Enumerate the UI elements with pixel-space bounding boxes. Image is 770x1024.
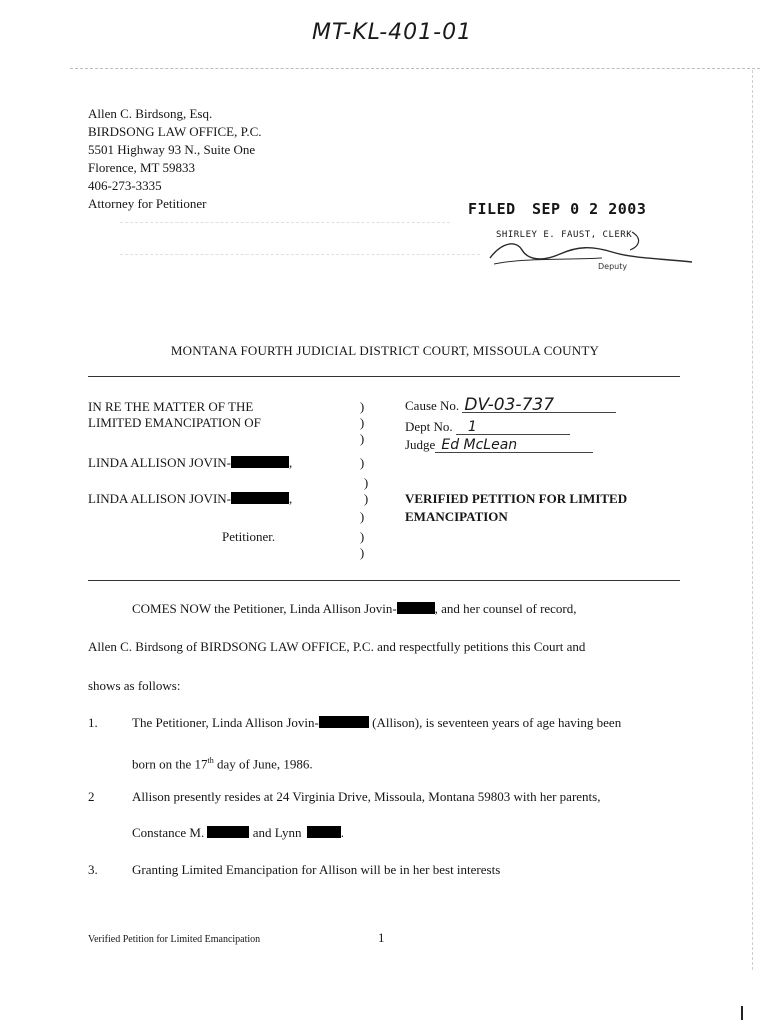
judge-value: Ed McLean [435, 438, 593, 453]
party-name-a-text: LINDA ALLISON JOVIN- [88, 455, 231, 470]
party-name-b-text: LINDA ALLISON JOVIN- [88, 491, 231, 506]
caption-paren: ) [363, 475, 369, 490]
petitioner-label: Petitioner. [222, 529, 276, 544]
law-office-name: BIRDSONG LAW OFFICE, P.C. [88, 124, 262, 139]
caption-top-rule [88, 376, 680, 377]
item-1-text-c-sup: th [207, 756, 214, 765]
intro-line-3: shows as follows: [88, 678, 181, 693]
item-3-number: 3. [88, 862, 98, 877]
caption-paren: ) [359, 509, 365, 524]
clerk-name: SHIRLEY E. FAUST, CLERK [496, 230, 633, 240]
item-1-number: 1. [88, 715, 98, 730]
attorney-block [88, 105, 388, 213]
attorney-name: Allen C. Birdsong, Esq. [88, 106, 213, 121]
redaction-box [231, 456, 289, 468]
attorney-role: Attorney for Petitioner [88, 196, 207, 211]
item-2-line-1: Allison presently resides at 24 Virginia Drive, Missoula, Montana 59803 with her parents, [132, 789, 601, 804]
filed-label: FILED [468, 200, 516, 218]
judge-label: Judge [405, 437, 436, 452]
item-1-line-2 [132, 754, 313, 771]
caption-paren: ) [363, 491, 369, 506]
intro-line-1b: , and her counsel of record, [434, 601, 577, 616]
phone-number: 406-273-3335 [88, 178, 162, 193]
in-re-line-1: IN RE THE MATTER OF THE [88, 399, 254, 414]
document-title-line-1: VERIFIED PETITION FOR LIMITED [405, 491, 628, 506]
intro-line-1a: COMES NOW the Petitioner, Linda Allison Jovin- [132, 601, 397, 616]
caption-paren: ) [359, 529, 365, 544]
cause-number-value: DV-03-737 [462, 398, 616, 413]
judge-row [405, 438, 593, 453]
intro-line-2: Allen C. Birdsong of BIRDSONG LAW OFFICE, P.C. and respectfully petitions this Court and [88, 639, 586, 654]
item-1-text-c-pre: born on the 17 [132, 756, 208, 772]
filed-stamp [468, 200, 708, 218]
caption-paren: ) [359, 455, 365, 470]
party-name-a [88, 456, 292, 470]
dept-number-label: Dept No. [405, 419, 453, 434]
scan-rule-mid-1 [120, 222, 450, 223]
item-3-line-1: Granting Limited Emancipation for Allison will be in her best interests [132, 862, 501, 877]
item-1-text-b: (Allison), is seventeen years of age having been [368, 715, 622, 730]
clerk-signature-icon [482, 228, 702, 276]
caption-paren: ) [359, 431, 365, 446]
address-street: 5501 Highway 93 N., Suite One [88, 142, 256, 157]
item-1-text-c-post: day of June, 1986. [213, 756, 313, 772]
redaction-box [307, 826, 341, 838]
handwritten-file-number: MT-KL-401-01 [312, 20, 473, 45]
scan-rule-top [70, 68, 760, 69]
filed-date: SEP 0 2 2003 [531, 200, 647, 218]
party-name-a-suffix: , [289, 455, 293, 470]
caption-bottom-rule [88, 580, 680, 581]
item-2-text-d: . [340, 825, 344, 840]
footer-page-number: 1 [378, 930, 385, 945]
redaction-box [397, 602, 435, 614]
item-2-line-2 [132, 826, 344, 840]
item-2-text-c: and Lynn [249, 825, 305, 840]
caption-paren: ) [359, 399, 365, 414]
scan-rule-right [752, 70, 753, 970]
dept-number-value: 1 [456, 420, 570, 435]
caption-paren: ) [359, 415, 365, 430]
scan-edge-mark [741, 1006, 743, 1020]
scan-rule-mid-2 [120, 254, 480, 255]
redaction-box [207, 826, 249, 838]
party-name-b [88, 492, 292, 506]
dept-number-row [405, 420, 570, 435]
item-1-line-1 [132, 716, 621, 730]
item-2-text-b: Constance M. [132, 825, 208, 840]
item-1-text-a: The Petitioner, Linda Allison Jovin- [132, 715, 319, 730]
cause-number-row [405, 395, 616, 415]
court-title: MONTANA FOURTH JUDICIAL DISTRICT COURT, MISSOULA COUNTY [170, 343, 600, 358]
redaction-box [319, 716, 369, 728]
party-name-b-suffix: , [289, 491, 293, 506]
intro-line-1 [132, 602, 577, 616]
document-title-line-2: EMANCIPATION [405, 509, 508, 524]
deputy-label: Deputy [598, 262, 628, 271]
cause-number-label: Cause No. [405, 398, 460, 413]
caption-paren: ) [359, 545, 365, 560]
redaction-box [231, 492, 289, 504]
item-2-number: 2 [88, 789, 95, 804]
in-re-line-2: LIMITED EMANCIPATION OF [88, 415, 261, 430]
address-city: Florence, MT 59833 [88, 160, 195, 175]
footer-title: Verified Petition for Limited Emancipation [88, 934, 261, 945]
